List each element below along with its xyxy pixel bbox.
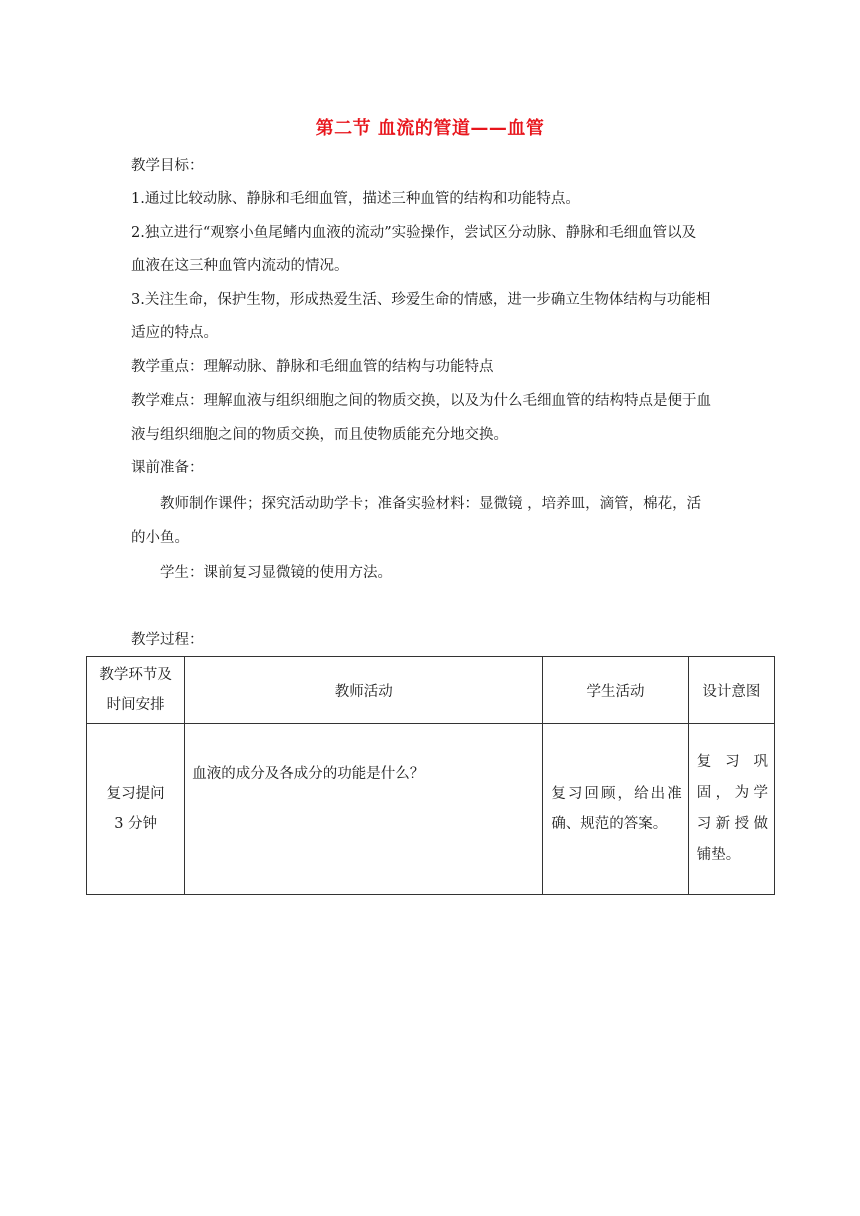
difficult-point-line: 液与组织细胞之间的物质交换，而且使物质能充分地交换。: [131, 427, 508, 443]
header-student-activity: 学生活动: [543, 657, 688, 724]
table-row: [87, 724, 775, 895]
stage-cell: 复习提问 3 分钟: [87, 724, 185, 895]
teacher-preparation-line: 的小鱼。: [131, 530, 189, 546]
design-intent-cell: 复习巩固，为学习新授做铺垫。: [688, 724, 774, 895]
preparation-heading: 课前准备：: [131, 460, 204, 476]
student-preparation: 学生：课前复习显微镜的使用方法。: [160, 565, 392, 581]
header-teacher-activity: 教师活动: [185, 657, 543, 724]
student-activity-cell: 复习回顾，给出准确、规范的答案。: [543, 724, 688, 895]
table-header-row: [87, 657, 775, 724]
teaching-process-table: [86, 656, 775, 895]
header-stage: 教学环节及 时间安排: [87, 657, 185, 724]
teacher-preparation-line: 教师制作课件；探究活动助学卡；准备实验材料：显微镜 ，培养皿，滴管，棉花，活: [160, 496, 702, 512]
objective-line: 1.通过比较动脉、静脉和毛细血管，描述三种血管的结构和功能特点。: [131, 191, 580, 207]
teacher-activity-cell: 血液的成分及各成分的功能是什么？: [185, 724, 543, 895]
objectives-heading: 教学目标：: [131, 158, 204, 174]
difficult-point-line: 教学难点：理解血液与组织细胞之间的物质交换，以及为什么毛细血管的结构特点是便于血: [131, 393, 711, 409]
objective-line: 2.独立进行“观察小鱼尾鳍内血液的流动”实验操作，尝试区分动脉、静脉和毛细血管以及: [131, 225, 697, 241]
objective-line: 血液在这三种血管内流动的情况。: [131, 258, 349, 274]
process-heading: 教学过程：: [131, 632, 204, 648]
objective-line: 适应的特点。: [131, 325, 218, 341]
header-design-intent: 设计意图: [688, 657, 774, 724]
objective-line: 3.关注生命，保护生物，形成热爱生活、珍爱生命的情感，进一步确立生物体结构与功能相: [131, 292, 711, 308]
document-title: 第二节 血流的管道——血管: [315, 118, 545, 139]
key-point: 教学重点：理解动脉、静脉和毛细血管的结构与功能特点: [131, 359, 494, 375]
